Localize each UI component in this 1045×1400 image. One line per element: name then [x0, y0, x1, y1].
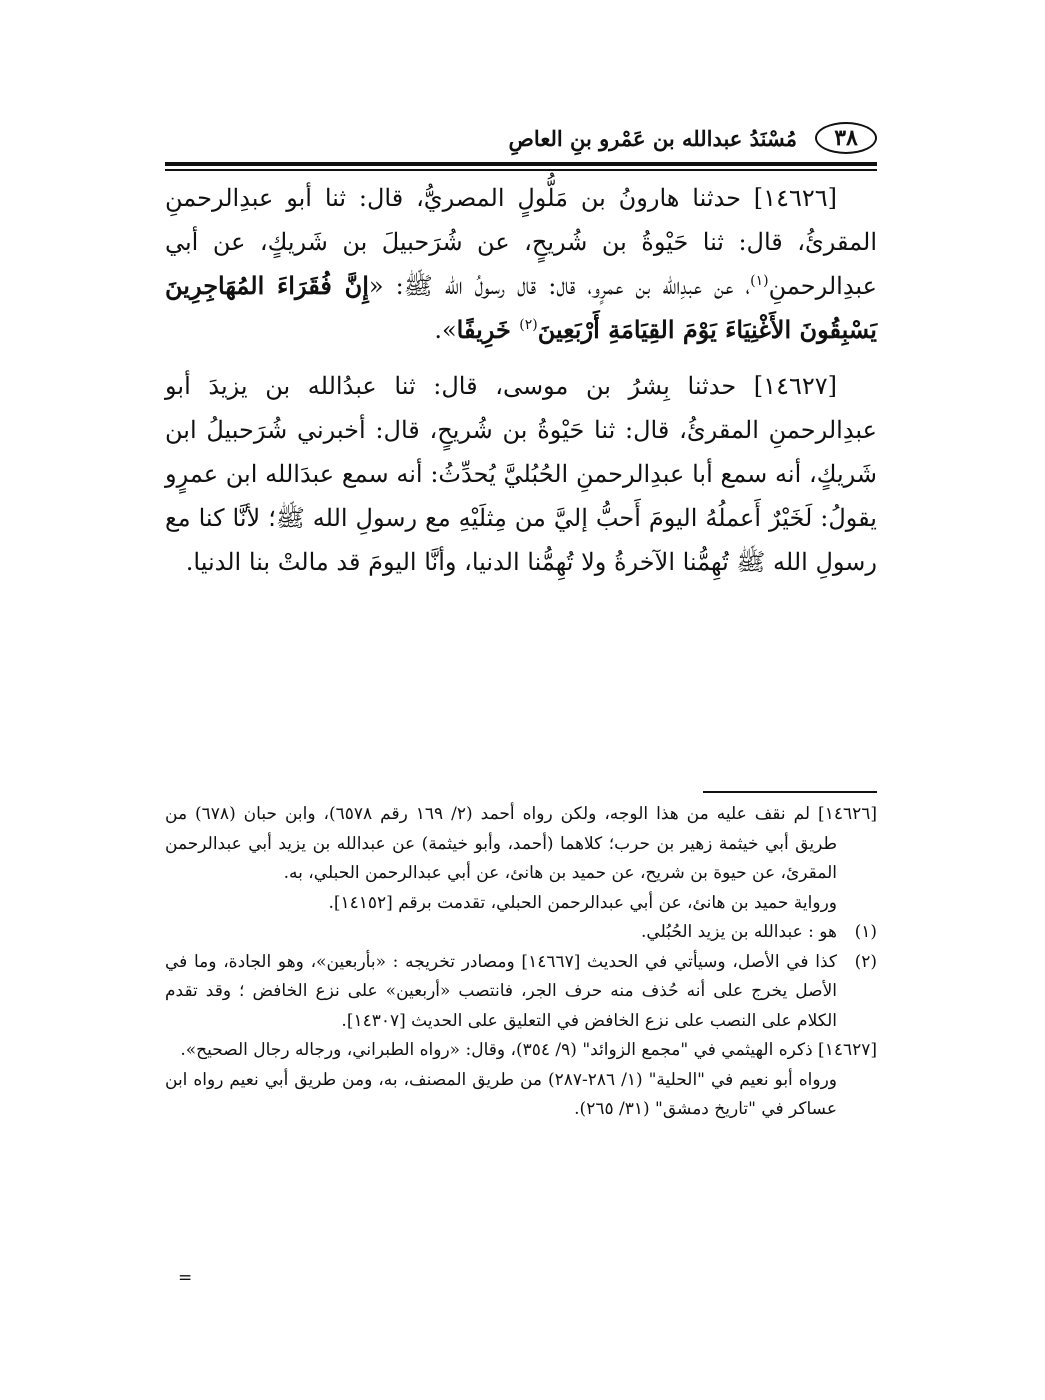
- footnote-1-mark: (١): [854, 922, 877, 942]
- hadith-14626-text-3: ».: [434, 316, 457, 344]
- header-rule-thin: [165, 169, 877, 171]
- footnote-ref-2[interactable]: (٢): [519, 317, 538, 333]
- footnote-1-text: هو : عبدالله بن يزيد الحُبُلي.: [641, 922, 837, 942]
- prophetic-saying: إِنَّ فُقَرَاءَ المُهَاجِرِينَ يَسْبِقُونَ الأَغْنِيَاءَ يَوْمَ القِيَامَةِ أَرْبَعِينَ: [165, 271, 877, 344]
- footnote-14626-continued: ورواية حميد بن هانئ، عن أبي عبدالرحمن الحبلي، تقدمت برقم [١٤١٥٢].: [328, 892, 837, 913]
- prophetic-saying-end: خَرِيفًا: [456, 315, 520, 344]
- main-text: [165, 176, 877, 596]
- footnote-2: [165, 948, 877, 1037]
- page-header: [165, 118, 877, 158]
- footnote-ref-1[interactable]: (١): [750, 273, 769, 289]
- footnote-2-mark: (٢): [854, 951, 877, 972]
- footnote-2-text: كذا في الأصل، وسيأتي في الحديث [١٤٦٦٧] ومصادر تخريجه : «بأربعين»، وهو الجادة، وما في الأصل يخرج على أنه حُذف منه حرف الجر، فانتصب «أربعين» على نزع الخافض ؛ وقد تقدم الكلام على النصب على نزع الخافض في التعليق على الحديث [١٤٣٠٧].: [165, 951, 837, 1031]
- page-number: ٣٨: [815, 122, 877, 154]
- hadith-14626: [165, 176, 877, 352]
- running-title: مُسْنَدُ عبدالله بن عَمْرو بنِ العاصِ: [508, 125, 797, 151]
- continuation-mark: =: [178, 1268, 193, 1288]
- footnote-14627-continued: ورواه أبو نعيم في "الحلية" (١/ ٢٨٦-٢٨٧) من طريق المصنف، به، ومن طريق أبي نعيم رواه ابن عساكر في "تاريخ دمشق" (٣١/ ٢٦٥).: [165, 1069, 837, 1119]
- footnote-separator: [703, 791, 877, 793]
- footnote-14626: [١٤٦٢٦] لم نقف عليه من هذا الوجه، ولكن رواه أحمد (٢/ ١٦٩ رقم ٦٥٧٨)، وابن حبان (٦٧٨) من طريق أبي خيثمة زهير بن حرب؛ كلاهما (أحمد، وأبو خيثمة) عن عبدالله بن يزيد أبي عبدالرحمن المقرئ، عن حيوة بن شريح، عن حميد بن هانئ، عن أبي عبدالرحمن الحبلي، به.: [165, 804, 877, 883]
- header-rule-thick: [165, 162, 877, 166]
- hadith-14626-text-2: ، عن عبدِالله بن عمرٍو، قال: قال رسولُ الله ﷺ: «: [368, 272, 751, 300]
- footnote-1: [165, 918, 877, 948]
- footnote-14627: [١٤٦٢٧] ذكره الهيثمي في "مجمع الزوائد" (٩/ ٣٥٤)، وقال: «رواه الطبراني، ورجاله رجال الصحيح».: [180, 1040, 877, 1060]
- hadith-14626-text-1: [١٤٦٢٦] حدثنا هارونُ بن مَلُّولٍ المصريُّ، قال: ثنا أبو عبدِالرحمنِ المقرئُ، قال: ثنا حَيْوةُ بن شُريحٍ، عن شُرَحبيلَ بن شَريكٍ، عن أبي عبدِالرحمنِ: [165, 184, 877, 300]
- hadith-14627: [١٤٦٢٧] حدثنا بِشرُ بن موسى، قال: ثنا عبدُالله بن يزيدَ أبو عبدِالرحمنِ المقرئُ، قال: ثنا حَيْوةُ بن شُريحٍ، قال: أخبرني شُرَحبيلُ ابن شَريكٍ، أنه سمع أبا عبدِالرحمنِ الحُبُليَّ يُحدِّثُ: أنه سمع عبدَالله ابن عمرٍو يقولُ: لَخَيْرٌ أَعملُهُ اليومَ أَحبُّ إليَّ من مِثلَيْهِ مع رسولِ الله ﷺ؛ لأنَّا كنا مع رسولِ الله ﷺ تُهِمُّنا الآخرةُ ولا تُهِمُّنا الدنيا، وأنَّا اليومَ قد مالتْ بنا الدنيا.: [165, 372, 877, 576]
- footnotes: [165, 800, 877, 1125]
